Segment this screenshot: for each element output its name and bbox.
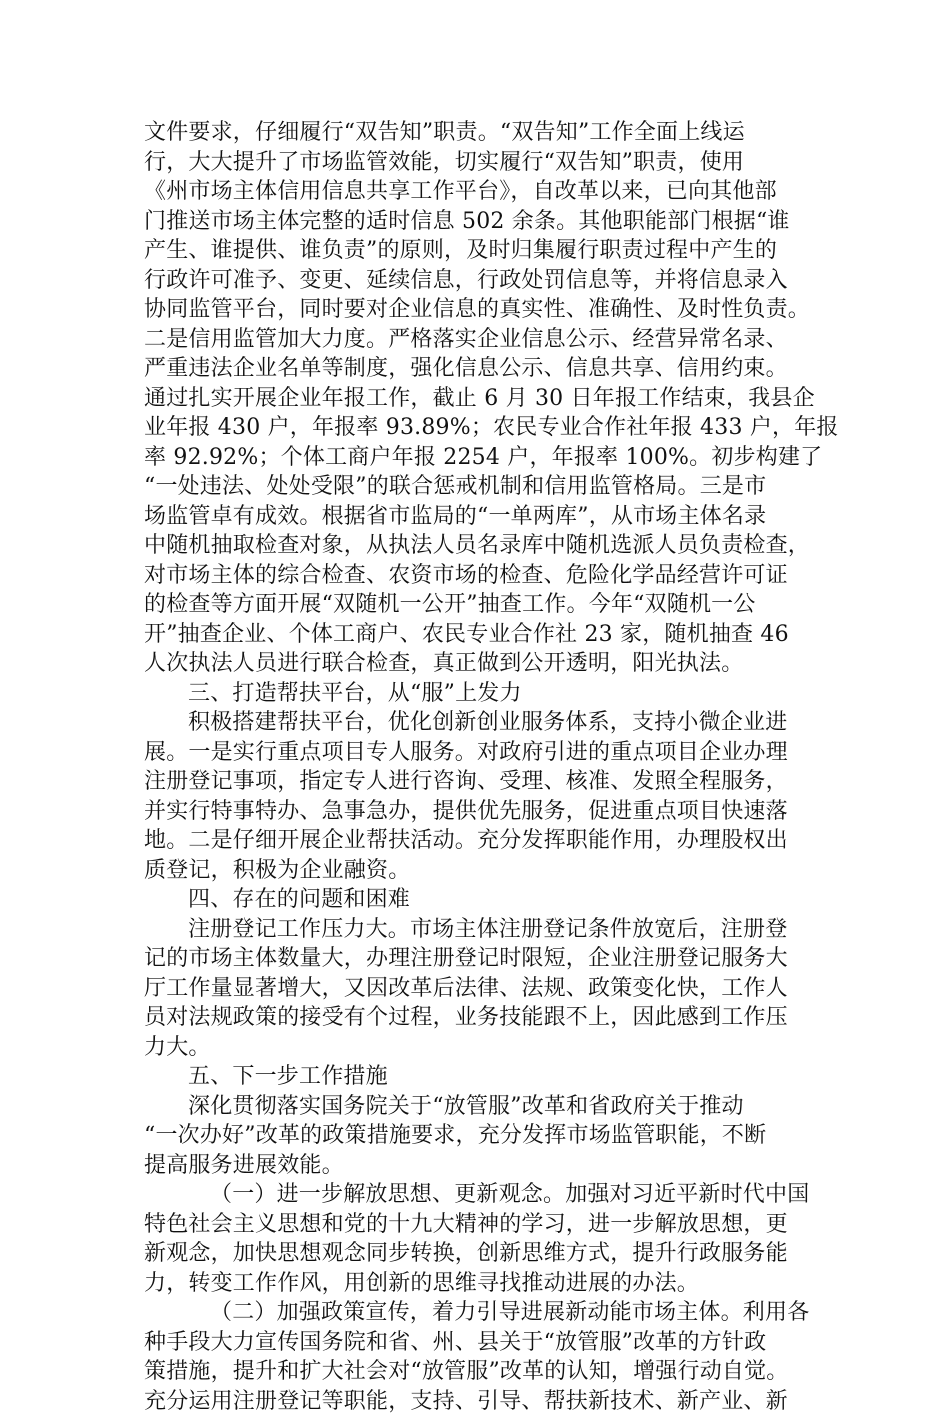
- text-line: 行政许可准予、变更、延续信息，行政处罚信息等，并将信息录入: [144, 266, 804, 296]
- text-line: 通过扎实开展企业年报工作，截止 6 月 30 日年报工作结束，我县企: [144, 384, 804, 414]
- text-line: 三、打造帮扶平台，从“服”上发力: [144, 679, 804, 709]
- text-line: 中随机抽取检查对象，从执法人员名录库中随机选派人员负责检查，: [144, 531, 804, 561]
- text-line: “一处违法、处处受限”的联合惩戒机制和信用监管格局。三是市: [144, 472, 804, 502]
- text-line: 门推送市场主体完整的适时信息 502 余条。其他职能部门根据“谁: [144, 207, 804, 237]
- text-line: 注册登记事项，指定专人进行咨询、受理、核准、发照全程服务，: [144, 767, 804, 797]
- text-line: 对市场主体的综合检查、农资市场的检查、危险化学品经营许可证: [144, 561, 804, 591]
- text-line: （一）进一步解放思想、更新观念。加强对习近平新时代中国: [144, 1180, 804, 1210]
- document-body: [144, 118, 804, 1416]
- text-line: 积极搭建帮扶平台，优化创新创业服务体系，支持小微企业进: [144, 708, 804, 738]
- text-line: 文件要求，仔细履行“双告知”职责。“双告知”工作全面上线运: [144, 118, 804, 148]
- text-line: 员对法规政策的接受有个过程，业务技能跟不上，因此感到工作压: [144, 1003, 804, 1033]
- text-line: 地。二是仔细开展企业帮扶活动。充分发挥职能作用，办理股权出: [144, 826, 804, 856]
- text-line: 行，大大提升了市场监管效能，切实履行“双告知”职责，使用: [144, 148, 804, 178]
- text-line: 记的市场主体数量大，办理注册登记时限短，企业注册登记服务大: [144, 944, 804, 974]
- text-line: 充分运用注册登记等职能，支持、引导、帮扶新技术、新产业、新: [144, 1387, 804, 1416]
- text-line: 产生、谁提供、谁负责”的原则，及时归集履行职责过程中产生的: [144, 236, 804, 266]
- text-line: 的检查等方面开展“双随机一公开”抽查工作。今年“双随机一公: [144, 590, 804, 620]
- text-line: 五、下一步工作措施: [144, 1062, 804, 1092]
- text-line: 人次执法人员进行联合检查，真正做到公开透明，阳光执法。: [144, 649, 804, 679]
- text-line: 新观念，加快思想观念同步转换，创新思维方式，提升行政服务能: [144, 1239, 804, 1269]
- text-line: 严重违法企业名单等制度，强化信息公示、信息共享、信用约束。: [144, 354, 804, 384]
- text-line: 《州市场主体信用信息共享工作平台》，自改革以来，已向其他部: [144, 177, 804, 207]
- text-line: 力大。: [144, 1033, 804, 1063]
- text-line: 协同监管平台，同时要对企业信息的真实性、准确性、及时性负责。: [144, 295, 804, 325]
- text-line: 展。一是实行重点项目专人服务。对政府引进的重点项目企业办理: [144, 738, 804, 768]
- text-line: 注册登记工作压力大。市场主体注册登记条件放宽后，注册登: [144, 915, 804, 945]
- text-line: 种手段大力宣传国务院和省、州、县关于“放管服”改革的方针政: [144, 1328, 804, 1358]
- text-line: 深化贯彻落实国务院关于“放管服”改革和省政府关于推动: [144, 1092, 804, 1122]
- text-line: 并实行特事特办、急事急办，提供优先服务，促进重点项目快速落: [144, 797, 804, 827]
- text-line: 厅工作量显著增大，又因改革后法律、法规、政策变化快，工作人: [144, 974, 804, 1004]
- text-line: 四、存在的问题和困难: [144, 885, 804, 915]
- text-line: 策措施，提升和扩大社会对“放管服”改革的认知，增强行动自觉。: [144, 1357, 804, 1387]
- text-line: 质登记，积极为企业融资。: [144, 856, 804, 886]
- text-line: 业年报 430 户，年报率 93.89%；农民专业合作社年报 433 户，年报: [144, 413, 804, 443]
- text-line: 率 92.92%；个体工商户年报 2254 户，年报率 100%。初步构建了: [144, 443, 804, 473]
- text-line: （二）加强政策宣传，着力引导进展新动能市场主体。利用各: [144, 1298, 804, 1328]
- text-line: 二是信用监管加大力度。严格落实企业信息公示、经营异常名录、: [144, 325, 804, 355]
- text-line: 特色社会主义思想和党的十九大精神的学习，进一步解放思想，更: [144, 1210, 804, 1240]
- text-line: 提高服务进展效能。: [144, 1151, 804, 1181]
- text-line: 开”抽查企业、个体工商户、农民专业合作社 23 家，随机抽查 46: [144, 620, 804, 650]
- text-line: 场监管卓有成效。根据省市监局的“一单两库”，从市场主体名录: [144, 502, 804, 532]
- text-line: “一次办好”改革的政策措施要求，充分发挥市场监管职能，不断: [144, 1121, 804, 1151]
- text-line: 力，转变工作作风，用创新的思维寻找推动进展的办法。: [144, 1269, 804, 1299]
